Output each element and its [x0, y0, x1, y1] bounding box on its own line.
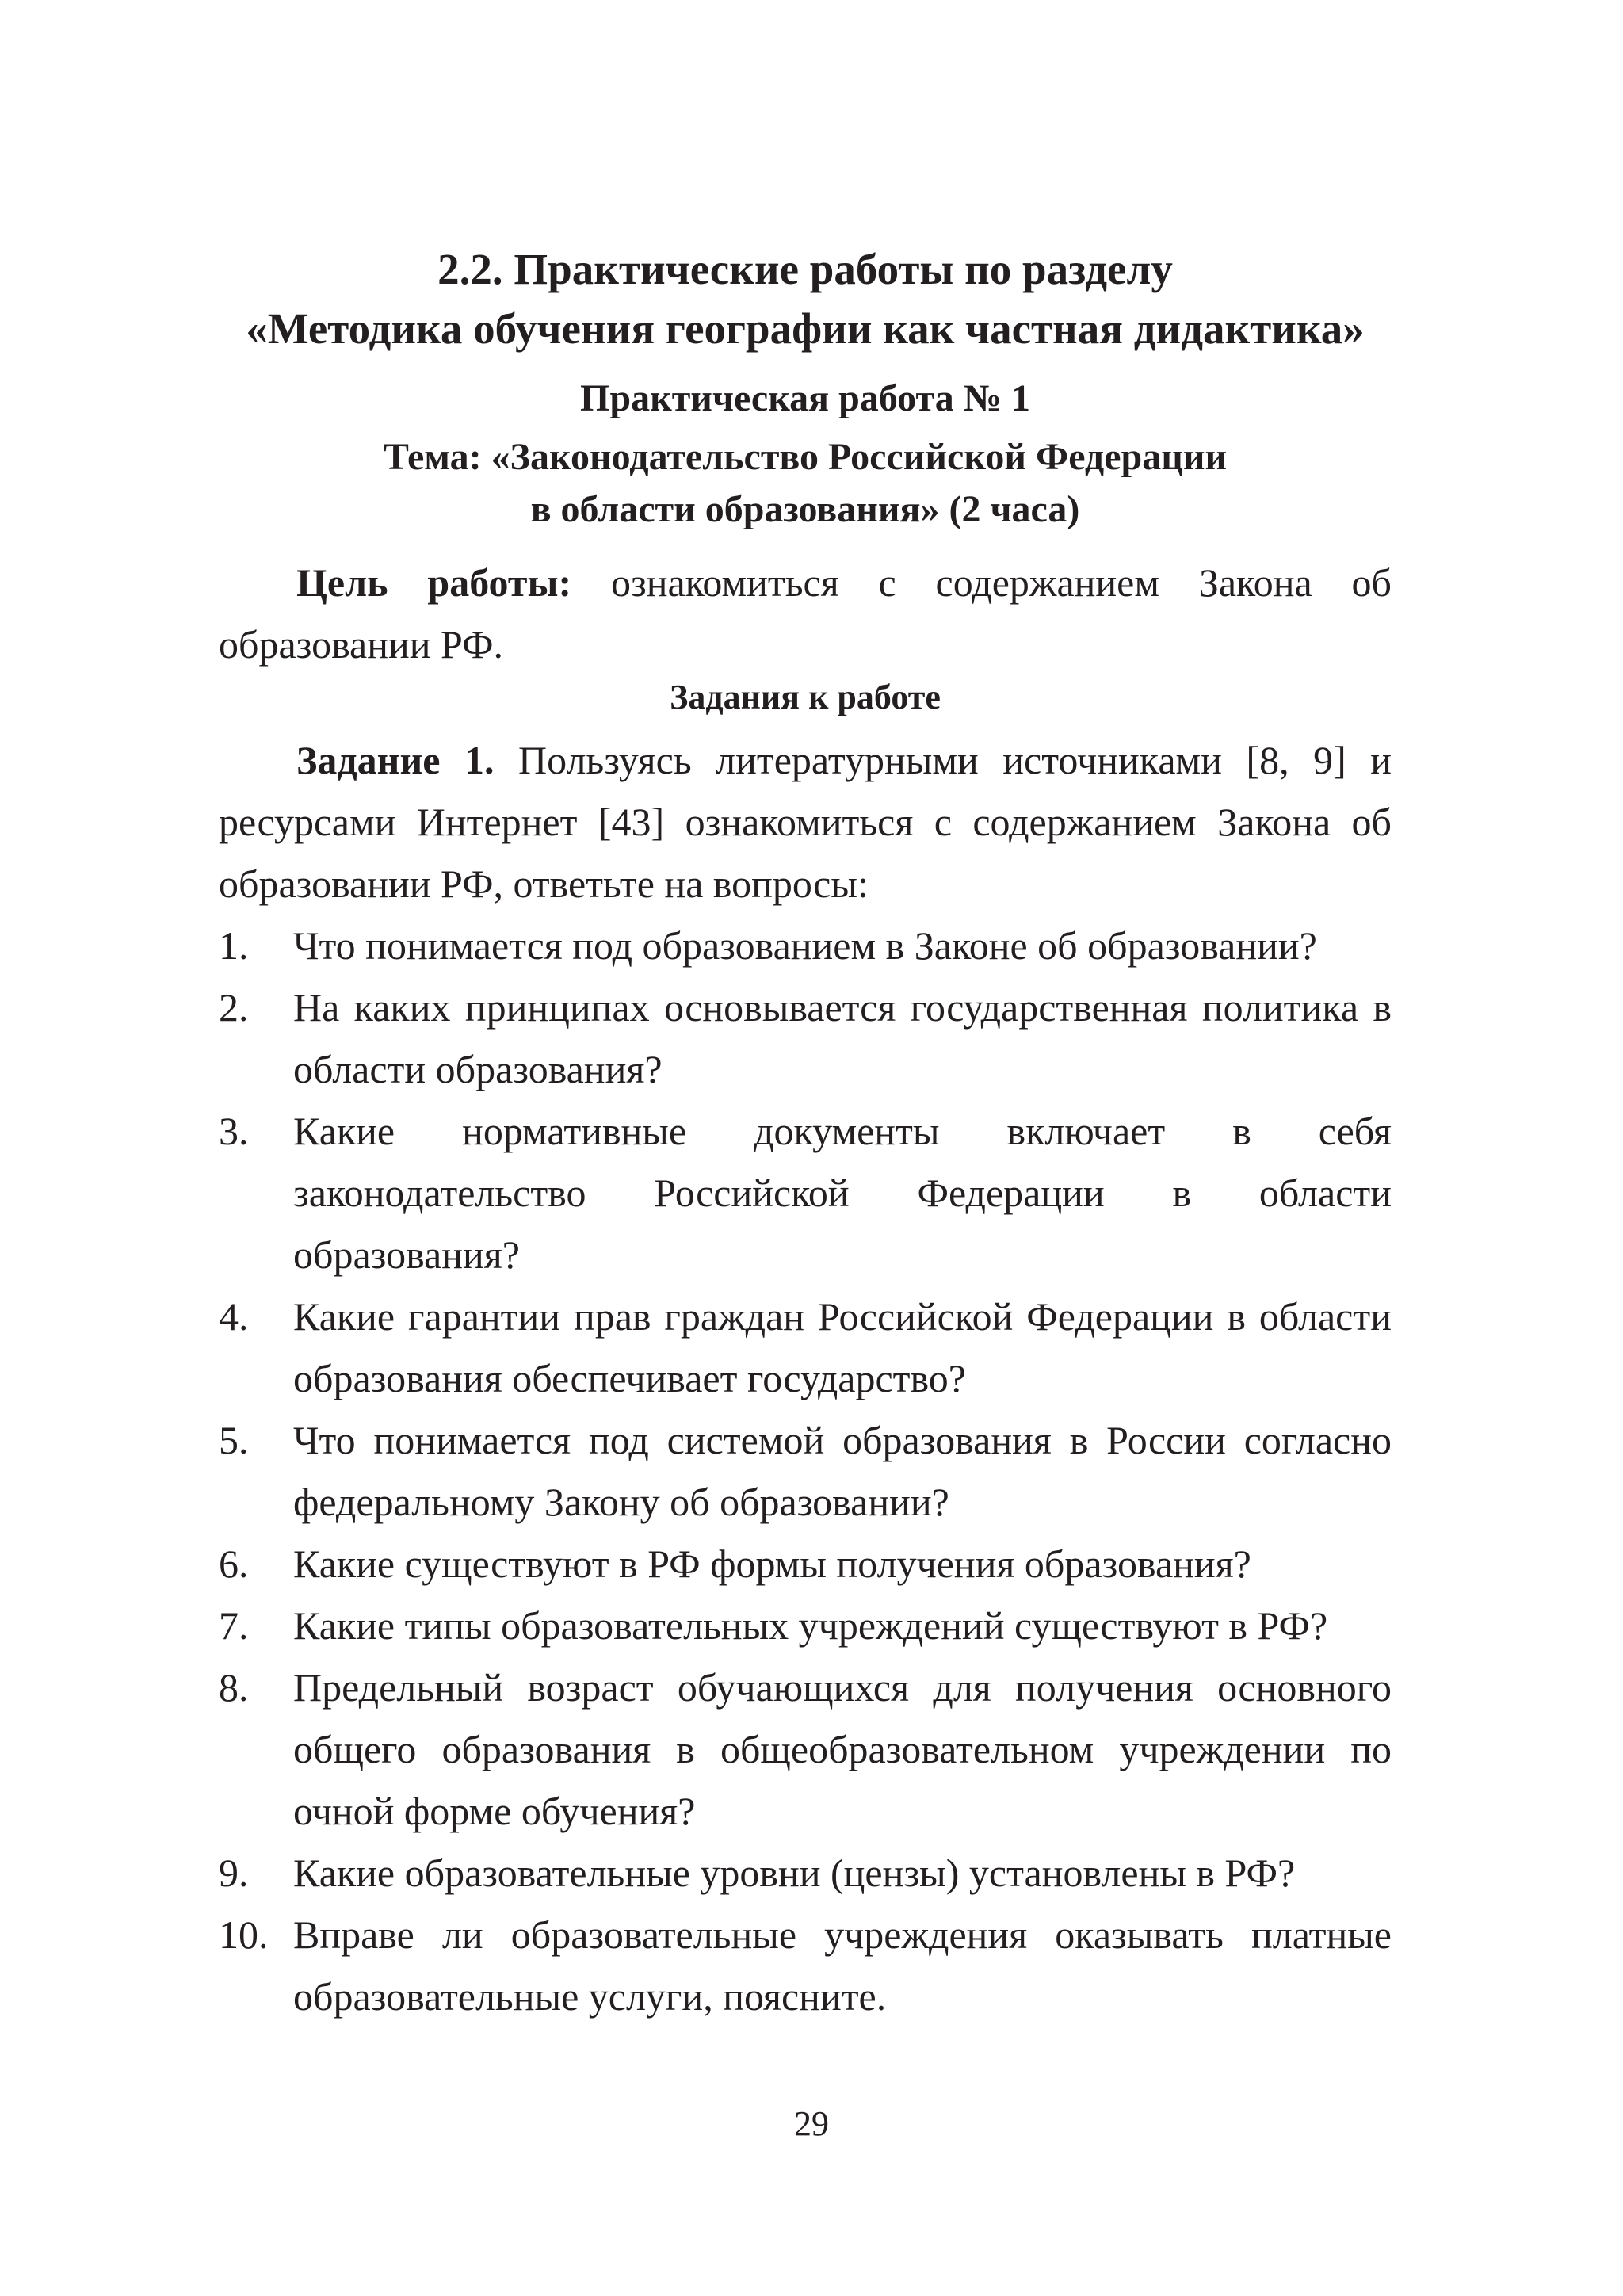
list-item-number: 5.: [219, 1418, 249, 1462]
work-goal-text: ознакомиться с содержанием Закона об образовании РФ.: [219, 560, 1392, 667]
list-item-text: Какие нормативные документы включает в себя законодательство Российской Федерации в области образования?: [293, 1109, 1392, 1277]
list-item: [219, 1286, 1392, 1409]
list-item-text: Предельный возраст обучающихся для получения основного общего образования в общеобразовательном учреждении по очной форме обучения?: [293, 1665, 1392, 1833]
list-item-text: Что понимается под образованием в Законе об образовании?: [293, 923, 1317, 968]
list-item-text: На каких принципах основывается государственная политика в области образования?: [293, 985, 1392, 1091]
list-item-text: Какие гарантии прав граждан Российской Федерации в области образования обеспечивает государство?: [293, 1294, 1392, 1400]
section-title-line-2: «Методика обучения географии как частная дидактика»: [246, 304, 1365, 353]
list-item-text: Какие существуют в РФ формы получения образования?: [293, 1541, 1251, 1586]
list-item: [219, 1842, 1392, 1904]
list-item-number: 2.: [219, 985, 249, 1030]
list-item: [219, 1595, 1392, 1656]
work-topic-line-1: Тема: «Законодательство Российской Федерации: [383, 436, 1228, 478]
list-item-text: Какие типы образовательных учреждений существуют в РФ?: [293, 1603, 1328, 1648]
list-item: [219, 1904, 1392, 2027]
section-title: [219, 239, 1392, 358]
list-item-number: 3.: [219, 1109, 249, 1153]
list-item-text: Вправе ли образовательные учреждения оказывать платные образовательные услуги, поясните.: [293, 1912, 1392, 2019]
list-item: [219, 976, 1392, 1100]
list-item-number: 7.: [219, 1603, 249, 1648]
task-1-text: Пользуясь литературными источниками [8, 9] и ресурсами Интернет [43] ознакомиться с содержанием Закона об образовании РФ, ответьте на вопросы:: [219, 738, 1392, 906]
list-item: [219, 1533, 1392, 1595]
list-item-text: Что понимается под системой образования в России согласно федеральному Закону об образовании?: [293, 1418, 1392, 1524]
list-item-number: 9.: [219, 1851, 249, 1895]
work-goal: [219, 552, 1392, 675]
work-topic-line-2: в области образования» (2 часа): [530, 488, 1080, 530]
work-goal-label: Цель работы:: [296, 560, 572, 605]
page-number: 29: [794, 2104, 829, 2143]
list-item: [219, 915, 1392, 976]
list-item-number: 6.: [219, 1541, 249, 1586]
list-item-number: 10.: [219, 1912, 269, 1957]
list-item-number: 1.: [219, 923, 249, 968]
list-item: [219, 1100, 1392, 1286]
practical-work-title: Практическая работа № 1: [580, 377, 1030, 419]
list-item-number: 8.: [219, 1665, 249, 1710]
list-item-text: Какие образовательные уровни (цензы) установлены в РФ?: [293, 1851, 1296, 1895]
section-title-line-1: 2.2. Практические работы по разделу: [437, 245, 1173, 293]
questions-list: [219, 915, 1392, 2027]
list-item-number: 4.: [219, 1294, 249, 1339]
work-topic: [219, 431, 1392, 536]
list-item: [219, 1409, 1392, 1533]
list-item: [219, 1656, 1392, 1842]
task-1-intro: [219, 729, 1392, 915]
task-1-label: Задание 1.: [296, 738, 495, 782]
tasks-heading: Задания к работе: [670, 678, 941, 716]
